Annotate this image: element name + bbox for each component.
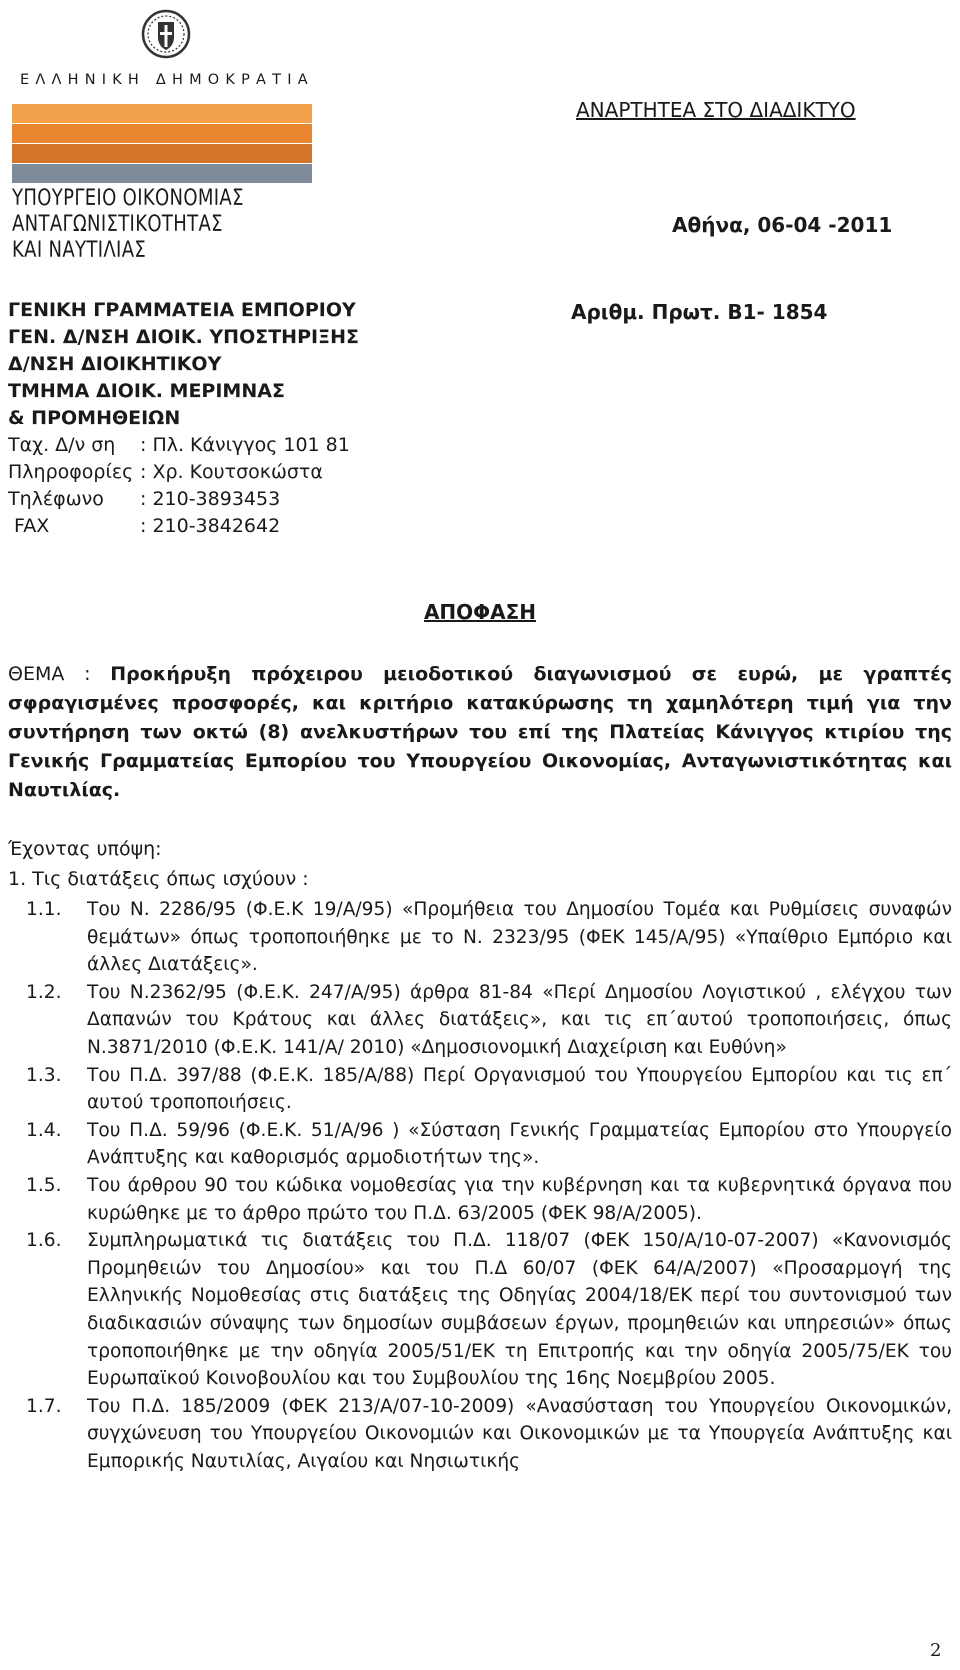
item-text: Του άρθρου 90 του κώδικα νομοθεσίας για την κυβέρνηση και τα κυβερνητικά όργανα που κυρώθηκε με το άρθρο πρώτο του Π.Δ. 63/2005 (ΦΕΚ 98/Α/2005). <box>87 1174 952 1224</box>
item-number: 1.2. <box>26 981 62 1003</box>
item-text: Συμπληρωματικά τις διατάξεις του Π.Δ. 118/07 (ΦΕΚ 150/Α/10-07-2007) «Κανονισμός Προμηθειών του Δημοσίου» και του Π.Δ 60/07 (ΦΕΚ 64/Α/2007) «Προσαρμογή της Ελληνικής Νομοθεσίας στις διατάξεις της Οδηγίας 2004/18/ΕΚ περί του συντονισμού των διαδικασιών σύναψης των δημοσίων συμβάσεων έργων, προμηθειών και υπηρεσιών» όπως τροποποιήθηκε με την οδηγία 2005/51/ΕΚ τη Επιτροπής και την οδηγία 2005/75/ΕΚ του Ευρωπαϊκού Κοινοβουλίου και του Συμβουλίου της 16ης Νοεμβρίου 2005. <box>87 1230 952 1390</box>
item-text: Του Π.Δ. 397/88 (Φ.Ε.Κ. 185/Α/88) Περί Οργανισμού του Υπουργείου Εμπορίου και τις επ΄ αυτού τροποποιήσεις. <box>87 1064 952 1114</box>
list-item <box>26 896 952 979</box>
ministry-line: ΑΝΤΑΓΩΝΙΣΤΙΚΟΤΗΤΑΣ <box>12 212 223 237</box>
ministry-line: ΚΑΙ ΝΑΥΤΙΛΙΑΣ <box>12 238 147 263</box>
ministry-logo <box>8 0 328 270</box>
ministry-name <box>12 186 244 264</box>
info-row <box>8 459 359 486</box>
document-date: Αθήνα, 06-04 -2011 <box>672 213 893 237</box>
logo-band <box>12 124 312 143</box>
protocol-number: Αριθμ. Πρωτ. Β1- 1854 <box>571 300 828 324</box>
fax-value: : 210-3842642 <box>140 515 281 537</box>
division: Δ/ΝΣΗ ΔΙΟΙΚΗΤΙΚΟΥ <box>8 353 222 375</box>
address-label: Ταχ. Δ/ν ση <box>8 434 116 456</box>
item-number: 1.3. <box>26 1064 62 1086</box>
considering-heading: Έχοντας υπόψη: <box>8 838 162 860</box>
logo-band <box>12 164 312 183</box>
ministry-line: ΥΠΟΥΡΓΕΙΟ ΟΙΚΟΝΟΜΙΑΣ <box>12 186 244 211</box>
item-text: Του Ν. 2286/95 (Φ.Ε.Κ 19/Α/95) «Προμήθεια του Δημοσίου Τομέα και Ρυθμίσεις συναφών θεμάτων» όπως τροποποιήθηκε με το Ν. 2323/95 (ΦΕΚ 145/Α/95) «Υπαίθριο Εμπόριο και άλλες Διατάξεις». <box>87 899 952 976</box>
page-number: 2 <box>930 1640 942 1661</box>
item-text: Του Ν.2362/95 (Φ.Ε.Κ. 247/Α/95) άρθρα 81-84 «Περί Δημοσίου Λογιστικού , ελέγχου των Δαπανών του Κράτους και άλλες διατάξεις», και τις επ΄αυτού τροποποιήσεις, όπως Ν.3871/2010 (Φ.Ε.Κ. 141/Α/ 2010) «Δημοσιονομική Διαχείριση και Ευθύνη» <box>87 981 952 1058</box>
list-item <box>26 1227 952 1393</box>
phone-value: : 210-3893453 <box>140 488 281 510</box>
logo-color-bands <box>12 104 322 182</box>
logo-band <box>12 144 312 163</box>
list-item <box>26 1393 952 1476</box>
list-item <box>26 1172 952 1227</box>
list-item <box>26 1062 952 1117</box>
subject-label: ΘΕΜΑ : <box>8 663 91 685</box>
subject-paragraph <box>8 660 952 805</box>
item-number: 1.4. <box>26 1119 62 1141</box>
list-item <box>26 1117 952 1172</box>
address-value: : Πλ. Κάνιγγος 101 81 <box>140 434 350 456</box>
department: ΤΜΗΜΑ ΔΙΟΙΚ. ΜΕΡΙΜΝΑΣ <box>8 380 285 402</box>
department-2: & ΠΡΟΜΗΘΕΙΩΝ <box>8 407 181 429</box>
phone-row <box>8 486 359 513</box>
item-number: 1.7. <box>26 1395 62 1417</box>
item-text: Του Π.Δ. 59/96 (Φ.Ε.Κ. 51/Α/96 ) «Σύσταση Γενικής Γραμματείας Εμπορίου στο Υπουργείο Ανάπτυξης και καθορισμός αρμοδιοτήτων της». <box>87 1119 952 1169</box>
list-item <box>26 979 952 1062</box>
subject-text: Προκήρυξη πρόχειρου μειοδοτικού διαγωνισμού σε ευρώ, με γραπτές σφραγισμένες προσφορές, και κριτήριο κατακύρωσης τη χαμηλότερη τιμή για την συντήρηση των οκτώ (8) ανελκυστήρων του επί της Πλατείας Κάνιγγος κτιρίου της Γενικής Γραμματείας Εμπορίου του Υπουργείου Οικονομίας, Ανταγωνιστικότητας και Ναυτιλίας. <box>8 663 953 801</box>
item-number: 1.5. <box>26 1174 62 1196</box>
decision-title: ΑΠΟΦΑΣΗ <box>423 600 537 624</box>
item-number: 1.1. <box>26 899 62 920</box>
point-1: 1. Τις διατάξεις όπως ισχύουν : <box>8 868 309 890</box>
phone-label: Τηλέφωνο <box>8 488 104 510</box>
item-text: Του Π.Δ. 185/2009 (ΦΕΚ 213/Α/07-10-2009) «Ανασύσταση του Υπουργείου Οικονομικών, συγχώνευση του Υπουργείου Οικονομιών και Οικονομικών με τα Υπουργεία Ανάπτυξης και Εμπορικής Ναυτιλίας, Αιγαίου και Νησιωτικής <box>87 1395 952 1472</box>
general-secretariat: ΓΕΝΙΚΗ ΓΡΑΜΜΑΤΕΙΑ ΕΜΠΟΡΙΟΥ <box>8 299 356 321</box>
fax-label: FAX <box>8 515 50 537</box>
sender-block <box>8 297 359 540</box>
post-online-notice: ΑΝΑΡΤΗΤΕΑ ΣΤΟ ΔΙΑΔΙΚΤΥΟ <box>576 98 856 122</box>
directorate: ΓΕΝ. Δ/ΝΣΗ ΔΙΟΙΚ. ΥΠΟΣΤΗΡΙΞΗΣ <box>8 326 359 348</box>
address-row <box>8 432 359 459</box>
legal-provisions-list <box>26 896 952 1475</box>
greek-coat-of-arms-icon <box>141 8 191 60</box>
item-number: 1.6. <box>26 1230 62 1252</box>
logo-band <box>12 104 312 123</box>
info-label: Πληροφορίες <box>8 461 134 483</box>
info-value: : Χρ. Κουτσοκώστα <box>140 461 323 483</box>
republic-label: ΕΛΛΗΝΙΚΗ ΔΗΜΟΚΡΑΤΙΑ <box>20 72 314 88</box>
fax-row <box>8 513 359 540</box>
